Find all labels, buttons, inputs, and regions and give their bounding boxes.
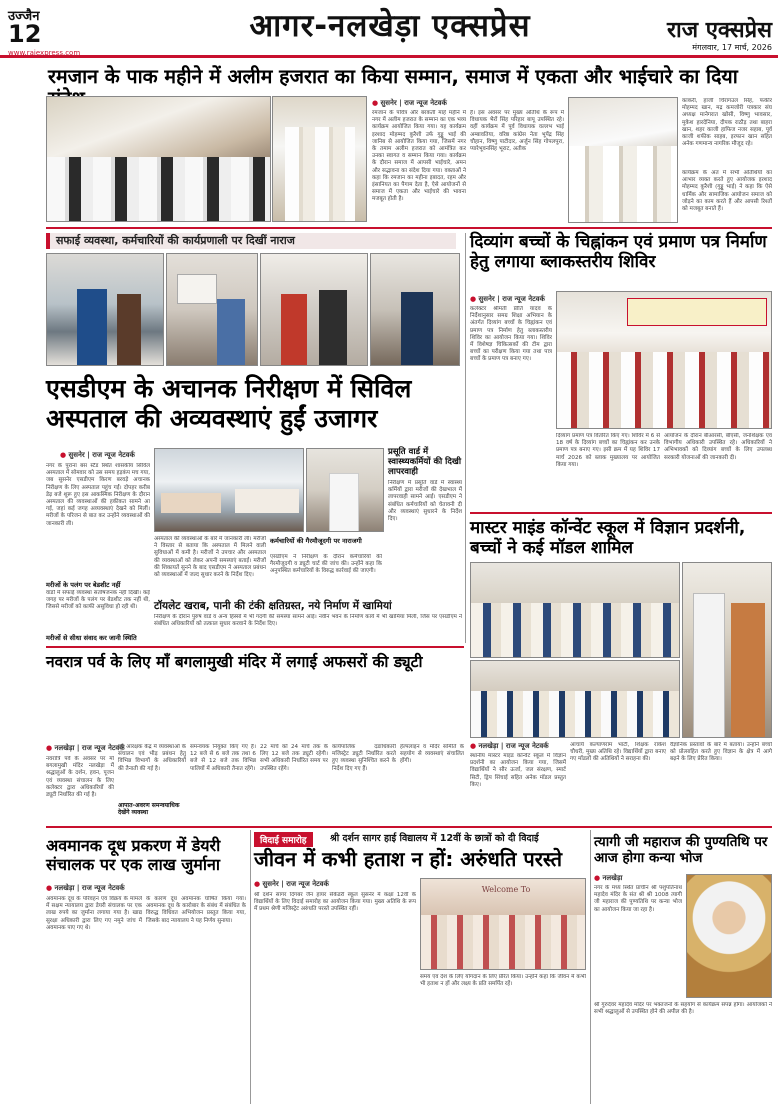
story4-col3: वैज्ञानिक प्रस्तावों के बारे में बताया। उन्होंने बच्चों को प्रोत्साहित करते हुए विज्ञान के क्षेत्र में आगे बढ़ने के लिए प्रेरित किया।: [670, 742, 772, 763]
story4-photo-3: [470, 660, 680, 738]
story2-photo-1: [46, 253, 164, 366]
paper-title: आगर-नलखेड़ा एक्सप्रेस: [249, 8, 531, 44]
story6-col1: अवमानक दूध के परिवहन एवं विक्रय के मामले में सक्षम न्यायालय द्वारा डेयरी संचालक पर एक लाख रुपये का जुर्माना लगाया गया है। खाद्य सुरक्षा अधिकारी द्वारा लिए गए नमूने जांच में अवमानक पाए गए थे।: [46, 896, 142, 931]
story8-byline: ● नलखेड़ा: [594, 874, 674, 883]
story7-kicker2: श्री दर्शन सागर हाई विद्यालय में 12वीं के छात्रों को दी विदाई: [330, 833, 539, 844]
story4-photo-1: [470, 562, 680, 658]
story1-col4: कार्यक्रम के अंत में सभी अतिथियों का आभार व्यक्त करते हुए आयोजक इरशाद मोहम्मद कुरैशी (गुड्डू भाई) ने कहा कि ऐसे धार्मिक और सामाजिक आयोजन समाज को जोड़ने का काम करते हैं और आपसी रिश्तों को मजबूत बनाते हैं।: [682, 170, 772, 213]
divider: [46, 646, 464, 648]
story2-subhead1: मरीजों के पलंग पर बेडशीट नहीं: [46, 581, 121, 589]
story3-col1: कलेक्टर श्रीमती प्रीति यादव के निर्देशानुसार समग्र शिक्षा अभियान के अंतर्गत दिव्यांग बच्चों के चिह्नांकन एवं प्रमाण पत्र निर्माण हेतु ब्लाकस्तरीय शिविर का आयोजन किया गया। शिविर में विशेषज्ञ चिकित्सकों की टीम द्वारा बच्चों का परीक्षण किया गया तथा पात्र बच्चों के प्रमाण पत्र बनाए गए।: [470, 306, 552, 363]
story1-col3: कांकरी, हाजी चिरागउल सिंह, फकीर मोहम्मद खान, मद्र कमजोरी पत्रकार संघ अध्यक्ष मानेगरात खोसी, विष्णु भावसार, मुकेश हारदेनिया, दीपक राठौड़ तथा बाहरा खान, शहर काजी हाफिज नजर सहाब, पूर्व काजी शफीक साहब, इरफान खान सहित अनेक गणमान्य नागरिक मौजूद रहे।: [682, 98, 772, 148]
divider: [470, 512, 772, 514]
story1-photo-center: [568, 97, 678, 223]
column-rule: [590, 830, 591, 1104]
story2-kicker: सफाई व्यवस्था, कर्मचारियों की कार्यप्रणाली पर दिखीं नाराज: [56, 234, 295, 247]
story2-subhead3: कर्मचारियों की गैरमौजूदगी पर नाराजगी: [270, 537, 362, 545]
story2-col3: एसडीएम ने निरीक्षण के दौरान कर्मचारियों की गैरमौजूदगी व ड्यूटी चार्ट की जांच की। उन्होंने कहा कि अनुपस्थित कर्मचारियों के विरुद्ध कार्रवाई की जाएगी।: [270, 554, 382, 575]
story1-photo-left: [46, 96, 271, 222]
story6-headline: अवमानक दूध प्रकरण में डेयरी संचालक पर एक लाख जुर्माना: [46, 836, 221, 875]
brand-logo: राज एक्सप्रेस: [667, 18, 772, 43]
story2-byline: ● सुसनेर | राज न्यूज नेटवर्क: [60, 451, 220, 460]
story8-portrait: [686, 874, 772, 998]
story3-photo: [556, 291, 772, 429]
story2-col1: नगर के पुराना बस स्टैंड स्थित शासकीय सिविल अस्पताल में सोमवार को उस समय हड़कंप मच गया, जब सुसनेर एसडीएम किरण बरवड़े अचानक निरीक्षण के लिए अस्पताल पहुंच गईं। दोपहर करीब डेढ़ बजे शुरू हुए इस आकस्मिक निरीक्षण के दौरान अस्पताल की व्यवस्थाओं की हकीकत सामने आ गई, जहां कई जगह अव्यवस्थाएं देखने को मिलीं। मरीजों के परिजन से बात कर उन्होंने व्यवस्थाओं की जानकारी ली।: [46, 463, 150, 527]
story5-headline: नवरात्र पर्व के लिए माँ बगलामुखी मंदिर में लगाई अफसरों की ड्यूटी: [46, 653, 423, 671]
story2-photo-3: [260, 253, 368, 366]
story1-col1: रमजान के पवित्र और बरकती माहे महीने में नगर में अलीम हजरात के सम्मान का एक भव्य कार्यक्रम आयोजित किया गया। यह कार्यक्रम इरशाद मोहम्मद कुरैशी उर्फ गुड्डू भाई की जानिब से आयोजित किया गया, जिसमें नगर के तमाम अलीम हजरात को आमंत्रित कर उनका स्वागत व सम्मान किया गया। कार्यक्रम के दौरान समाज में आपसी भाईचारे, अमन और सद्भावना का संदेश दिया गया। वक्ताओं ने कहा कि रमजान का महीना इबादत, रहम और इंसानियत का पैगाम देता है, ऐसे आयोजनों से समाज में एकता और भाईचारे की भावना मजबूत होती है।: [372, 110, 466, 203]
story6-byline: ● नलखेड़ा | राज न्यूज नेटवर्क: [46, 884, 206, 893]
story2-photo-2: [166, 253, 258, 366]
story2-box2-text: [388, 600, 389, 601]
story7-kicker: विदाई समारोह: [254, 832, 313, 847]
story7-headline: जीवन में कभी हताश न हों: अरुंधति परस्ते: [254, 847, 563, 871]
story5-col6: हेल्पलाइन व मंदिर समिति के सहयोग से व्यवस्थाएं संचालित होंगी।: [400, 744, 464, 765]
divider: [46, 826, 772, 828]
story4-photo-2: [682, 562, 772, 738]
story5-col5: कार्यपालिक दंडाधिकारी मजिस्ट्रेट ड्यूटी निर्धारित करते हुए व्यवस्था सुनिश्चित करने के निर्देश दिए गए हैं।: [332, 744, 396, 772]
story2-sub-story-text: निरीक्षण के दौरान पुरुष वार्ड व अन्य हिस्सों में भी गंदगी की समस्या सामने आई। नवीन भवन के निर्माण कार्य में भी खामियां मिलीं, जिस पर एसडीएम ने संबंधित अधिकारियों को तत्काल सुधार करवाने के निर्देश दिए।: [154, 614, 462, 628]
story5-byline: ● नलखेड़ा | राज न्यूज नेटवर्क: [46, 744, 196, 753]
story1-photo-right: [272, 96, 367, 222]
story5-col3: समन्वयक नियुक्त किए गए हैं। 12 बजे से 6 बजे तक तथा 6 बजे से 12 बजे तक विभिन्न पालियों में अधिकारी तैनात रहेंगे।: [190, 744, 256, 772]
story1-byline: ● सुसनेर | राज न्यूज नेटवर्क: [372, 99, 562, 108]
story2-subhead2: मरीजों से सीधा संवाद कर जानी स्थिति: [46, 634, 137, 642]
story7-banner: Welcome To: [481, 885, 531, 894]
story5-col4: 22 मार्च को 24 मार्च तक के लिए 12 बजे तक ड्यूटी रहेगी। सभी अधिकारी निर्धारित समय पर उपस्थित रहेंगे।: [260, 744, 328, 772]
story7-photo: [420, 878, 586, 970]
edition-date: मंगलवार, 17 मार्च, 2026: [692, 43, 772, 52]
story2-photo-ward: [154, 448, 304, 532]
story4-headline: मास्टर माइंड कॉन्वेंट स्कूल में विज्ञान प्रदर्शनी, बच्चों ने कई मॉडल शामिल: [470, 518, 746, 559]
divider: [46, 227, 772, 229]
story2-col2: अस्पताल की व्यवस्थाओं के बारे में जानकारी ली। मरीजों ने विस्तार से बताया कि अस्पताल में मिलने वाली सुविधाओं में कमी है। मरीजों ने उपचार और अस्पताल की व्यवस्थाओं को लेकर अपनी समस्याएं बताईं। मरीजों की शिकायतें सुनने के बाद एसडीएम ने अस्पताल प्रबंधन को व्यवस्थाओं में जल्द सुधार करने के निर्देश दिए।: [154, 536, 266, 579]
story6-col2: के कारण दूध अवमानक घोषित किया गया। अवमानक दूध के कारोबार के संबंध में संबंधित के विरुद्ध विधिवत अभियोजन प्रस्तुत किया गया, जिसके बाद न्यायालय ने यह निर्णय सुनाया।: [146, 896, 246, 924]
story8-col1: नगर के मध्य स्थित प्राचीन श्री पशुपतिनाथ महादेव मंदिर के संत श्री श्री 1008 त्यागी जी महाराज की पुण्यतिथि पर कन्या भोज का आयोजन किया जा रहा है।: [594, 885, 682, 913]
story4-col2: आचार्य कल्याणराम भाटी, शिक्षक राकेश चौधरी, मुख्य अतिथि रहे। विद्यार्थियों द्वारा बनाए गए मॉडलों की अतिथियों ने सराहना की।: [570, 742, 666, 763]
column-rule: [465, 233, 466, 643]
story2-col1b: वार्डों में सफाई व्यवस्था संतोषजनक नहीं दिखी। कई जगह पर मरीजों के पलंग पर बेडशीट तक नहीं थी, जिससे मरीजों को काफी असुविधा हो रही थी।: [46, 590, 150, 611]
story7-col2: समय एवं देश के लिए योगदान के लिए प्रेरित किया। उन्होंने कहा कि जीवन में कभी भी हताश न हों और लक्ष्य के प्रति समर्पित रहें।: [420, 974, 586, 988]
story1-col2: है। इस अवसर पर मुख्य अतिथि के रूप में विधायक भैरों सिंह परिहार बापू उपस्थित रहे। वहीं कार्यक्रम में पूर्व विधायक वल्लभ भाई अम्बावतिया, वरिष्ठ कांग्रेस नेता भूपेंद्र सिंह चौहान, विष्णु पाटीदार, अर्जुन सिंह गोपलपुरा, प्यारेभूवनसिंह भूराट, अतीक: [470, 110, 564, 153]
story5-col2: एवं आरक्षक केंद्र में व्यवस्थाओं के संचालन एवं भीड़ प्रबंधन हेतु विभिन्न विभागों के अधिकारियों की तैनाती की गई है।: [118, 744, 186, 772]
story7-col1: श्री दर्शन सागर दिगंबर जैन हायर सेकेंडरी स्कूल सुसनेर में कक्षा 12वीं के विद्यार्थियों के लिए विदाई समारोह का आयोजन किया गया। मुख्य अतिथि के रूप में प्रथम श्रेणी मजिस्ट्रेट अरुंधति परस्ते उपस्थित रहीं।: [254, 892, 416, 913]
page-number: 12: [8, 20, 42, 48]
story2-box2-head: [388, 600, 462, 601]
story2-photo-staff: [306, 448, 384, 532]
story2-box1-text: निरीक्षण में प्रसूति वार्ड में स्वास्थ्य कर्मियों द्वारा मरीजों की देखभाल में लापरवाही सामने आई। एसडीएम ने संबंधित कर्मचारियों को चेतावनी दी और व्यवस्थाएं सुधारने के निर्देश दिए।: [388, 480, 462, 523]
story1-headline: रमजान के पाक महीने में अलीम हजरात का किया सम्मान, समाज में एकता और भाईचारे का दिया: [48, 65, 738, 88]
story2-sub-story-head: टॉयलेट खराब, पानी की टंकी क्षतिग्रस्त, नये निर्माण में खामियां: [154, 600, 392, 612]
story8-headline: त्यागी जी महाराज की पुण्यतिथि पर आज होगा कन्या भोज: [594, 834, 768, 867]
story2-photo-4: [370, 253, 460, 366]
masthead: [0, 0, 778, 58]
story8-col2: श्री गुरुदेवर महादेव मंदिर पर भक्तजनों के सहयोग से कार्यक्रम संपन्न होगा। आयोजकों ने सभी श्रद्धालुओं से उपस्थित होने की अपील की है।: [594, 1002, 772, 1016]
story5-subhead: आपात-अवरण समन्वयाधिक देखेंगे व्यवस्था: [118, 802, 180, 816]
edition-city: उज्जैन: [8, 9, 40, 24]
story2-headline: एसडीएम के अचानक निरीक्षण में सिविल अस्पताल की अव्यवस्थाएं हुईं उजागर: [46, 374, 412, 433]
story3-byline: ● सुसनेर | राज न्यूज नेटवर्क: [470, 295, 590, 304]
story3-col2: दिव्यांग प्रमाण पत्र वितरित किए गए। शिविर में 6 से 18 वर्ष के दिव्यांग बच्चों का चिह्नांकन कर उनके प्रमाण पत्र बनाए गए। इसी क्रम में यह शिविर 17 मार्च 2026 को ब्लाक मुख्यालय पर आयोजित किया गया।: [556, 433, 660, 468]
column-rule: [250, 830, 251, 1104]
website-url[interactable]: www.rajexpress.com: [8, 49, 81, 57]
story2-box1-head: प्रसूति वार्ड में स्वास्थ्यकर्मियों की दिखी लापरवाही: [388, 447, 462, 477]
story3-headline: दिव्यांग बच्चों के चिह्नांकन एवं प्रमाण पत्र निर्माण हेतु लगाया ब्लाकस्तरीय शिविर: [470, 232, 767, 273]
story4-byline: ● नलखेड़ा | राज न्यूज नेटवर्क: [470, 742, 600, 751]
story3-col3: आयोजन के दौरान बीआरसी, बीएसी, जनशिक्षक एवं विभागीय अधिकारी उपस्थित रहे। अधिकारियों ने अभिभावकों को दिव्यांग बच्चों के लिए उपलब्ध सरकारी योजनाओं की जानकारी दी।: [664, 433, 772, 461]
story7-byline: ● सुसनेर | राज न्यूज नेटवर्क: [254, 880, 414, 889]
story5-col1: नवरात्रि पर्व के अवसर पर माँ बगलामुखी मंदिर नलखेड़ा में श्रद्धालुओं के दर्शन, हवन, पूजन एवं व्यवस्था संचालन के लिए कलेक्टर द्वारा अधिकारियों की ड्यूटी निर्धारित की गई है।: [46, 756, 114, 799]
story4-col1: स्थानीय मास्टर माइंड कॉन्वेंट स्कूल में विज्ञान प्रदर्शनी का आयोजन किया गया, जिसमें विद्यार्थियों ने सौर ऊर्जा, जल संरक्षण, स्मार्ट सिटी, ड्रिप सिंचाई सहित अनेक मॉडल प्रस्तुत किए।: [470, 753, 566, 788]
